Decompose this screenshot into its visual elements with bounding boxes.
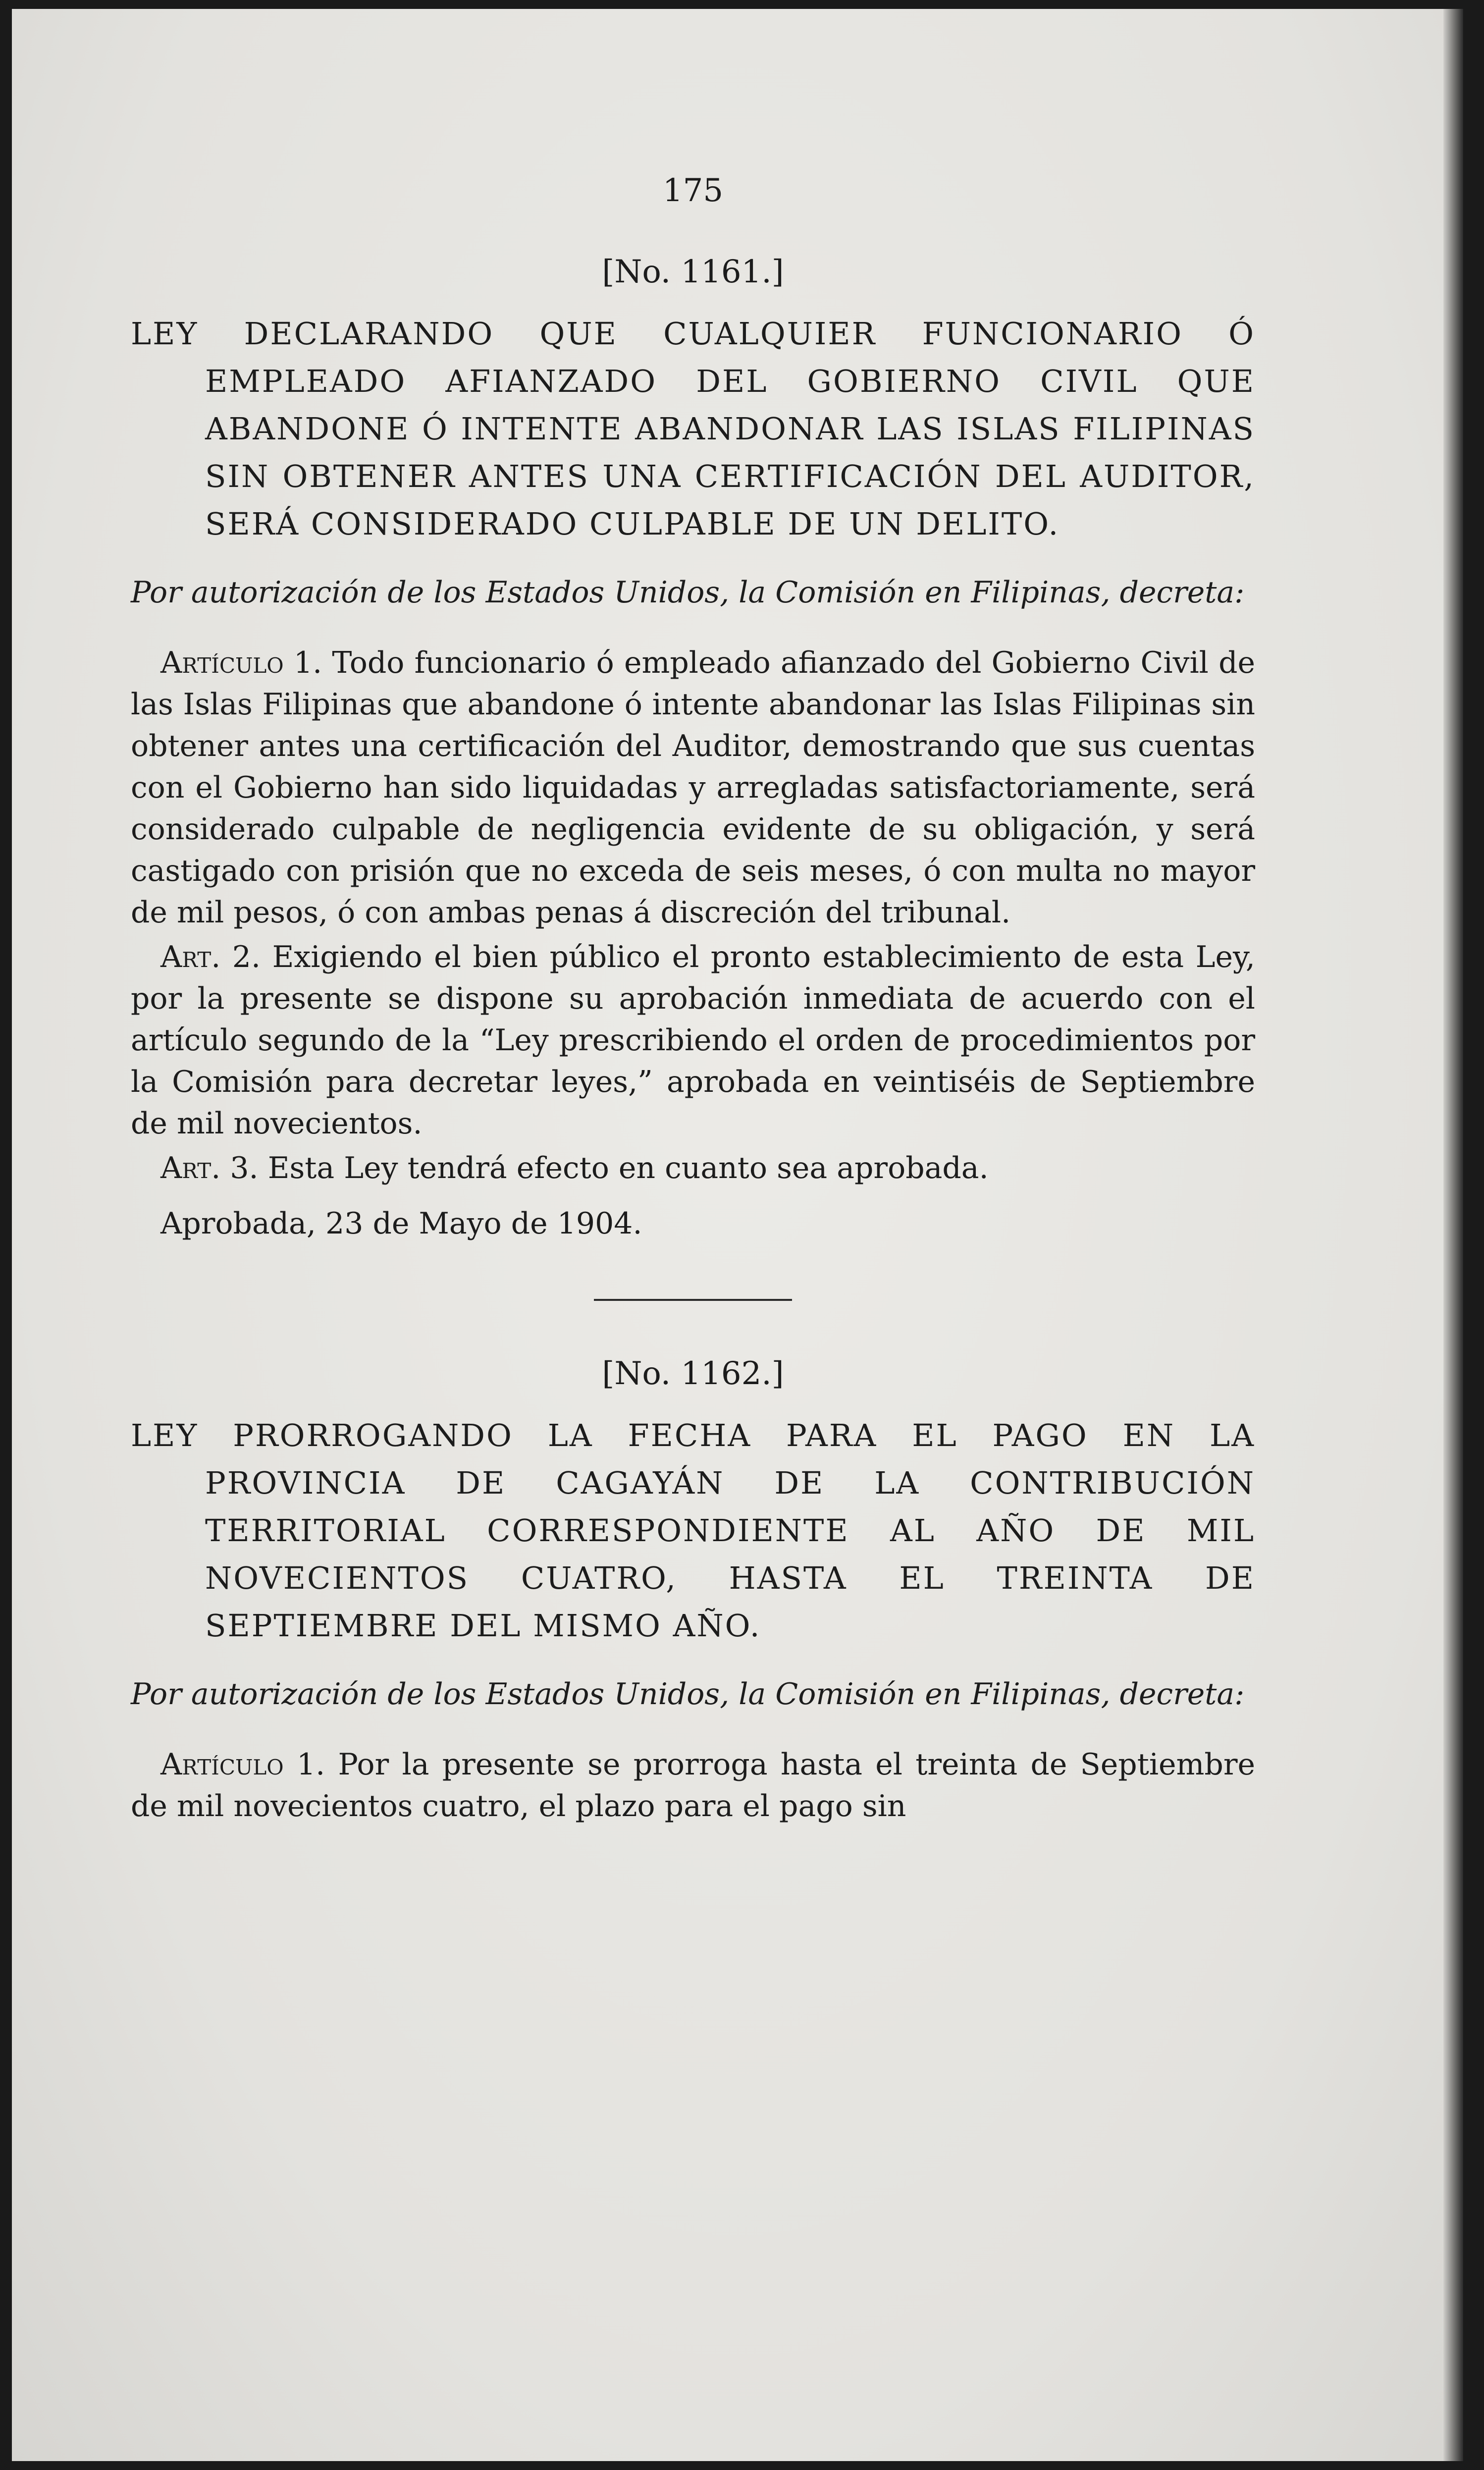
page-number: 175	[662, 172, 724, 209]
law-title: LEY DECLARANDO QUE CUALQUIER FUNCIONARIO Ó EMPLEADO AFIANZADO DEL GOBIERNO CIVIL QUE ABANDONE Ó INTENTE ABANDONAR LAS ISLAS FILIPINAS SIN OBTENER ANTES UNA CERTIFICACIÓN DEL AUDITOR, SERÁ CONSIDERADO CULPABLE DE UN DELITO.	[131, 316, 1255, 542]
law-number: [No. 1161.]	[602, 254, 784, 290]
article-label: Art. 3.	[160, 1151, 259, 1185]
article-label: Art. 2.	[160, 940, 261, 974]
article-text: Todo funcionario ó empleado afianzado del Gobierno Civil de las Islas Filipinas que abandone ó intente abandonar las Islas Filipinas sin obtener antes una certificación del Auditor, demostrando que sus cuentas con el Gobierno han sido liquidadas y arregladas satisfactoriamente, será considerado culpable de negligencia evidente de su obligación, y será castigado con prisión que no exceda de seis meses, ó con multa no mayor de mil pesos, ó con ambas penas á discreción del tribunal.	[131, 645, 1255, 930]
article-1	[131, 642, 1255, 933]
law-number: [No. 1162.]	[602, 1355, 784, 1392]
page-content	[131, 172, 1255, 1830]
law-1161	[131, 254, 1255, 1244]
article-text: Exigiendo el bien público el pronto establecimiento de esta Ley, por la presente se dispone su aprobación inmediata de acuerdo con el artículo segundo de la “Ley prescribiendo el orden de procedimientos por la Comisión para decretar leyes,” aprobada en veintiséis de Septiembre de mil novecientos.	[131, 940, 1256, 1141]
law-title: LEY PRORROGANDO LA FECHA PARA EL PAGO EN LA PROVINCIA DE CAGAYÁN DE LA CONTRIBUCIÓN TERRITORIAL CORRESPONDIENTE AL AÑO DE MIL NOVECIENTOS CUATRO, HASTA EL TREINTA DE SEPTIEMBRE DEL MISMO AÑO.	[131, 1417, 1255, 1644]
article-label: Artículo 1.	[160, 645, 322, 680]
article-3	[131, 1147, 1255, 1189]
article-label: Artículo 1.	[160, 1747, 325, 1782]
section-divider	[594, 1299, 792, 1301]
law-1162	[131, 1355, 1255, 1827]
approval-date: Aprobada, 23 de Mayo de 1904.	[160, 1206, 642, 1241]
page-edge-shadow	[1443, 9, 1463, 2461]
enacting-clause: Por autorización de los Estados Unidos, la Comisión en Filipinas, decreta:	[131, 575, 1245, 610]
enacting-clause: Por autorización de los Estados Unidos, la Comisión en Filipinas, decreta:	[131, 1677, 1245, 1712]
article-text: Por la presente se prorroga hasta el treinta de Septiembre de mil novecientos cuatro, el plazo para el pago sin	[131, 1747, 1256, 1824]
article-text: Esta Ley tendrá efecto en cuanto sea aprobada.	[267, 1151, 989, 1185]
book-page	[12, 9, 1463, 2461]
article-2	[131, 936, 1255, 1144]
article-1	[131, 1744, 1255, 1827]
